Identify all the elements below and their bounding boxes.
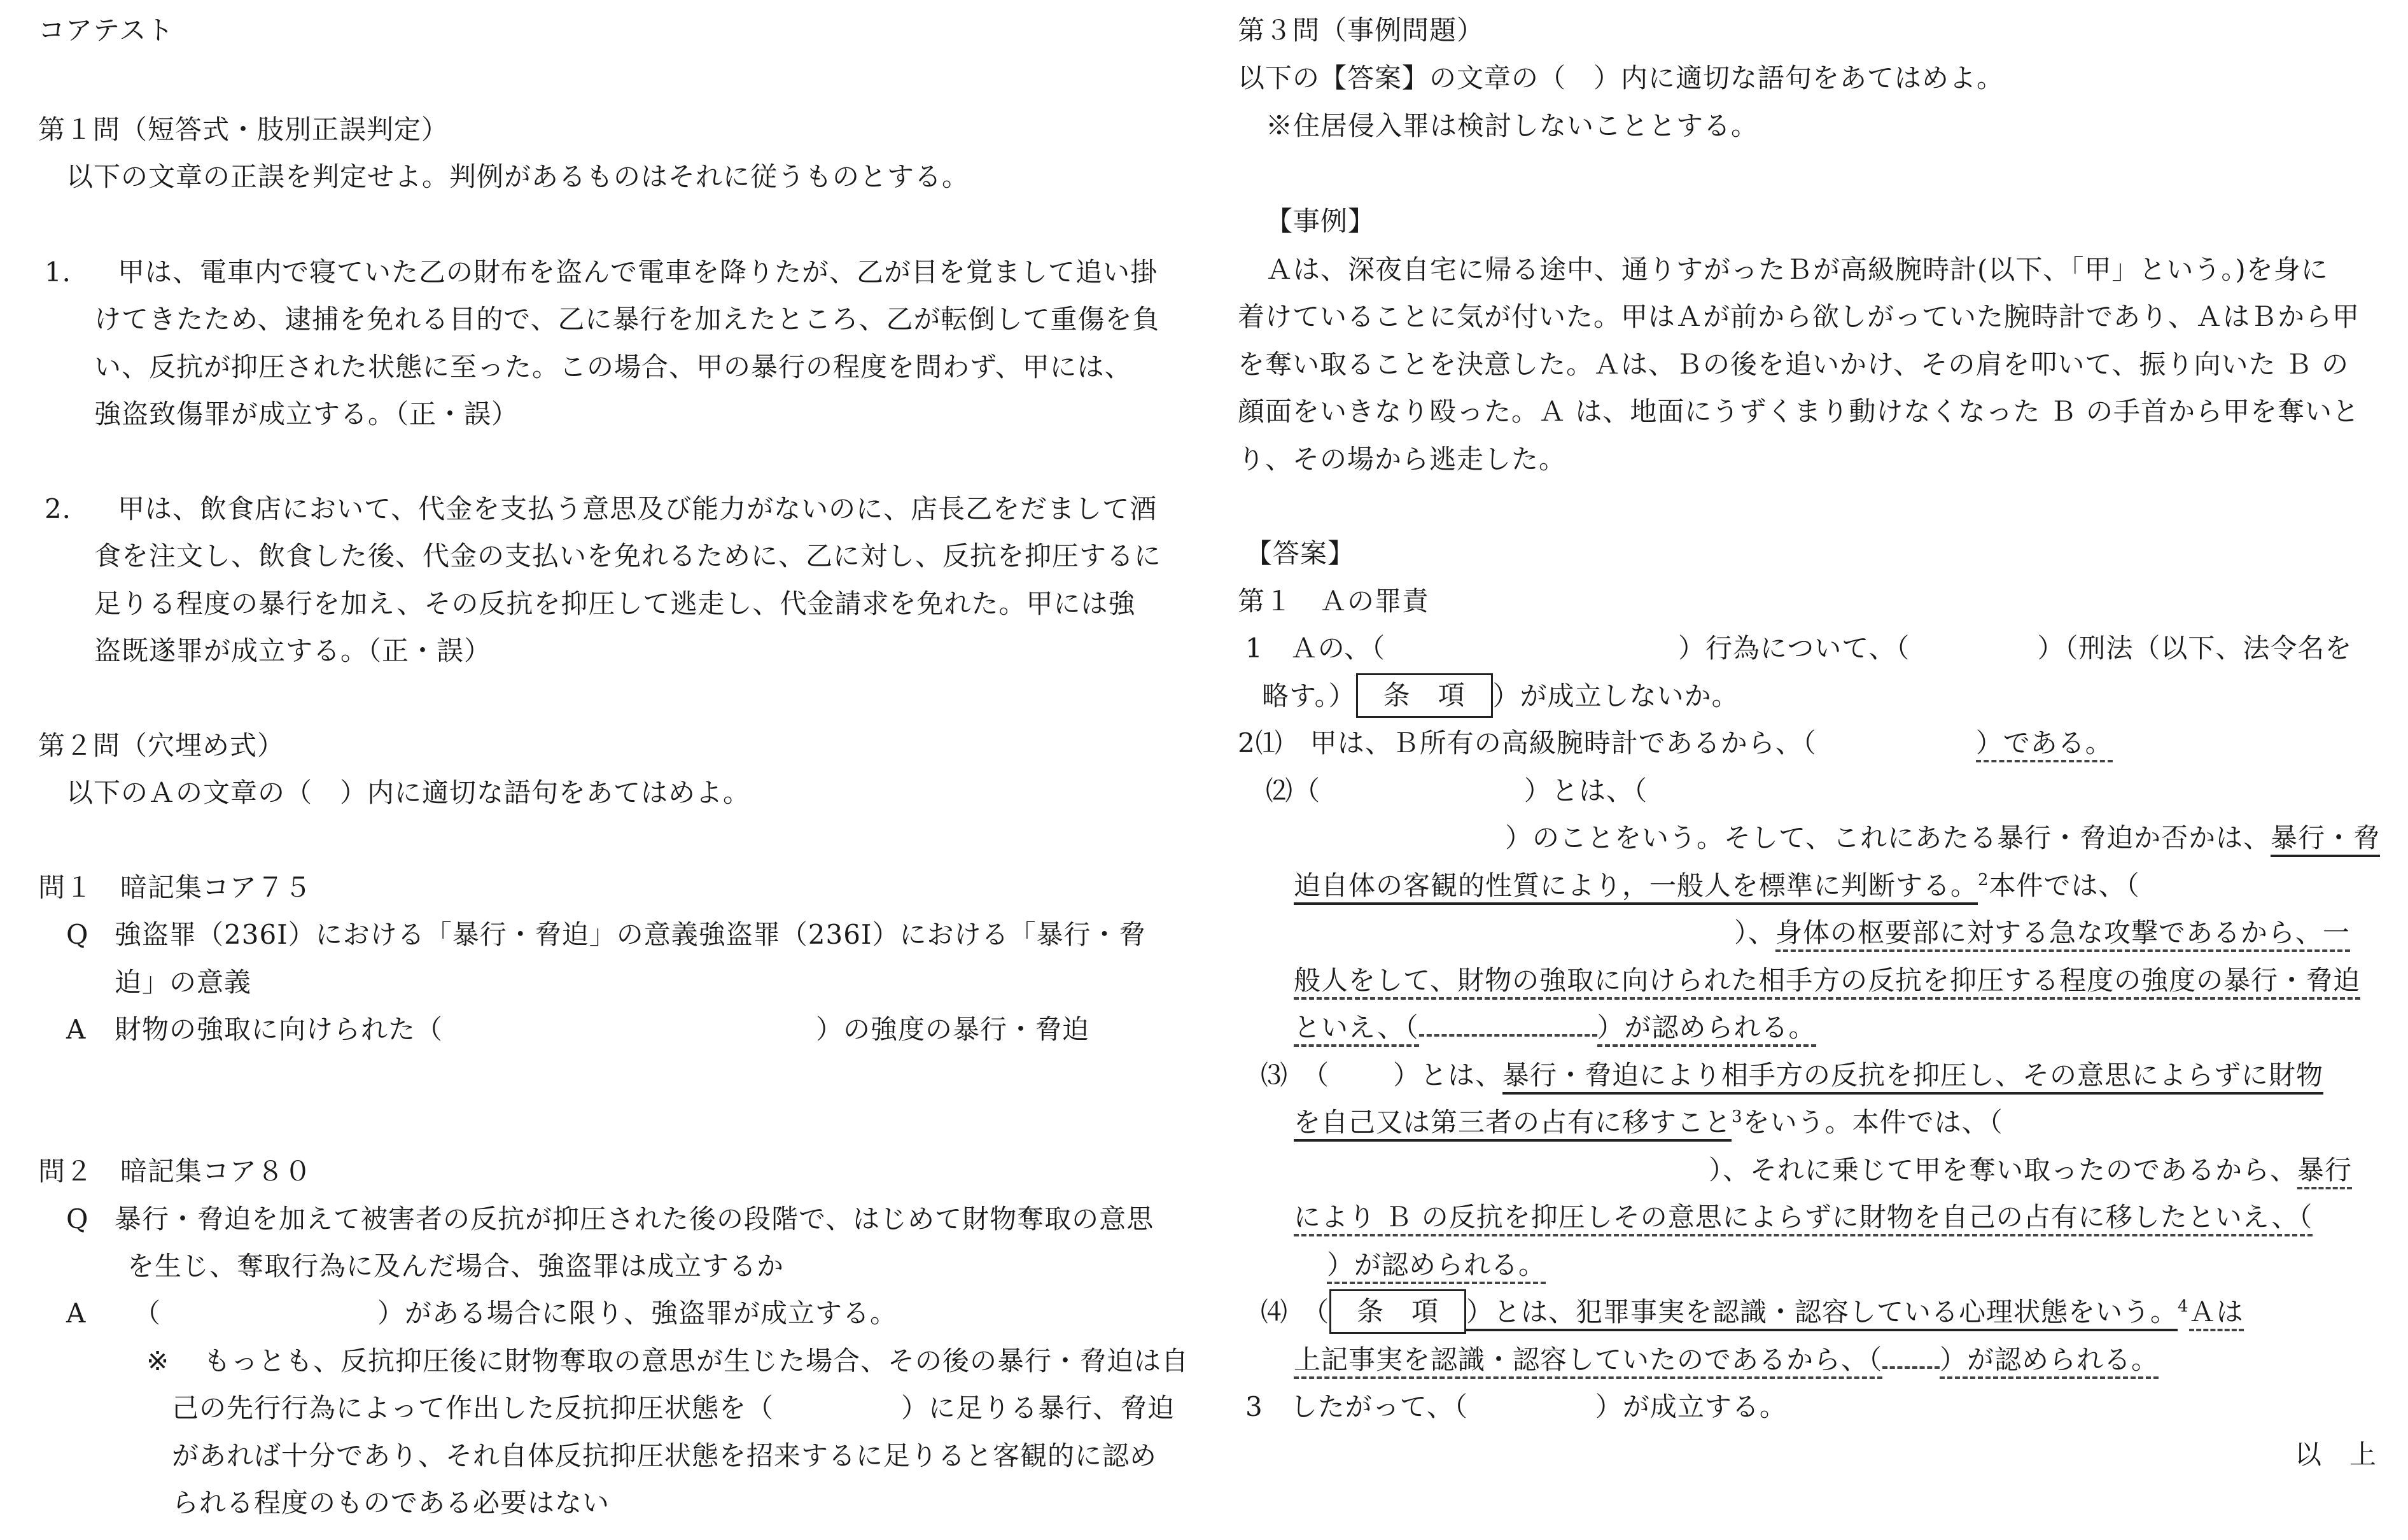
left-column [38, 0, 1189, 1540]
answer-text: ）行為について、（ [1678, 633, 1910, 664]
answer-text: ）が認められる。 [1597, 1012, 1816, 1047]
q2-sub2-note-line: もっとも、反抗抑圧後に財物奪取の意思が生じた場合、その後の暴行・脅迫は自 [204, 1345, 1189, 1376]
answer-text: 1 Ａの、（ [1245, 633, 1386, 664]
answer-2-2-line-6 [1294, 1010, 1816, 1046]
answer-text: ）が認められる。 [1940, 1344, 2159, 1379]
answer-text: 般人をして、財物の強取に向けられた相手方の反抗を抑圧する程度の強度の暴行・脅迫 [1294, 965, 2360, 1000]
q2-sub2-answer-pre: （ [134, 1298, 162, 1329]
answer-text: ）とは、（ [1524, 775, 1648, 806]
answer-blank[interactable] [1419, 1033, 1597, 1037]
answer-text: ）が成立する。 [1595, 1391, 1787, 1422]
answer-text: ）のことをいう。そして、これにあたる暴行・脅迫か否かは、 [1505, 822, 2271, 853]
q2-sub2-note-line-2 [172, 1390, 1175, 1426]
answer-text: 身体の枢要部に対する急な攻撃であるから、一 [1775, 917, 2350, 952]
q2-instruction: 以下のＡの文章の（ ）内に適切な語句をあてはめよ。 [66, 777, 751, 808]
footnote-ref: 2 [1978, 871, 1989, 890]
q2-sub1-answer-pre: 財物の強取に向けられた（ [115, 1014, 444, 1045]
answer-3 [1245, 1389, 1787, 1425]
answer-text: 暴行 [2297, 1154, 2352, 1189]
q2-sub2-note-line: られる程度のものである必要はない [172, 1487, 610, 1518]
answer-text: 2⑴ 甲は、Ｂ所有の高級腕時計であるから、（ [1238, 727, 1817, 759]
answer-2-1 [1238, 725, 2113, 761]
answer-text: 上記事実を認識・認容していたのであるから、（ [1294, 1344, 1882, 1379]
answer-2-2-line-5 [1294, 963, 2360, 998]
answer-text: ）とは、犯罪事実を認識・認容している心理状態をいう。 [1466, 1296, 2178, 1331]
q2-sub1-question-line: 迫」の意義 [115, 967, 252, 998]
q1-item-1-line: 甲は、電車内で寝ていた乙の財布を盗んで電車を降りたが、乙が目を覚まして追い掛 [118, 256, 1158, 288]
answer-text: ）、それに乗じて甲を奪い取ったのであるから、 [1709, 1154, 2298, 1186]
answer-2-3-line-1 [1261, 1058, 2323, 1093]
q1-item-1-line: い、反抗が抑圧された状態に至った。この場合、甲の暴行の程度を問わず、甲には、 [94, 351, 1132, 382]
answer-2-2-line-3 [1294, 868, 2140, 904]
q2-sub2-q-label: Q [66, 1203, 89, 1235]
q2-sub1-title: 問１ 暗記集コア７５ [38, 872, 312, 903]
q2-sub1-q-label: Q [66, 919, 89, 950]
answer-2-3-line-3 [1709, 1152, 2352, 1188]
q2-sub2-question-line: 暴行・脅迫を加えて被害者の反抗が抑圧された後の段階で、はじめて財物奪取の意思 [115, 1203, 1154, 1235]
answer-blank[interactable] [1882, 1365, 1940, 1369]
q1-item-2-line: 足りる程度の暴行を加え、その反抗を抑圧して逃走し、代金請求を免れた。甲には強 [94, 588, 1136, 619]
q2-sub1-question-line: 強盗罪（236Ⅰ）における「暴行・脅迫」の意義強盗罪（236Ⅰ）における「暴行・脅 [115, 919, 1146, 950]
answer-text: により Ｂ の反抗を抑圧しその意思によらずに財物を自己の占有に移したといえ、（ [1294, 1201, 2313, 1236]
answer-2-4-line-1 [1261, 1294, 2244, 1334]
q1-item-1-line: 強盗致傷罪が成立する。（正・誤） [94, 398, 519, 430]
answer-text: ⑷ （ [1261, 1296, 1330, 1327]
q2-sub1-answer-post: ）の強度の暴行・脅迫 [816, 1014, 1090, 1045]
answer-2-3-line-4 [1294, 1200, 2313, 1235]
answer-1-line-2 [1262, 678, 1739, 718]
case-line: 顔面をいきなり殴った。Ａ は、地面にうずくまり動けなくなった Ｂ の手首から甲を奪いと [1238, 396, 2360, 427]
q1-item-1-number: 1． [45, 256, 90, 288]
q2-sub2-note-text: 己の先行行為によって作出した反抗抑圧状態を（ [172, 1392, 774, 1424]
answer-section-1: 第１ Ａの罪責 [1238, 585, 1430, 617]
answer-text: ⑶ （ [1261, 1060, 1330, 1091]
answer-2-2-line-4 [1734, 915, 2350, 951]
case-line: 着けていることに気が付いた。甲はＡが前から欲しがっていた腕時計であり、ＡはＢから甲 [1238, 301, 2360, 332]
q1-instruction: 以下の文章の正誤を判定せよ。判例があるものはそれに従うものとする。 [66, 161, 970, 192]
answer-text: 3 したがって、（ [1245, 1391, 1468, 1422]
answer-text: を自己又は第三者の占有に移すこと [1294, 1107, 1732, 1142]
answer-text: といえ、（ [1294, 1012, 1419, 1047]
right-column [1238, 0, 2381, 1540]
q1-item-2-line: 盗既遂罪が成立する。（正・誤） [94, 635, 492, 666]
document-header: コアテスト [38, 15, 174, 46]
footnote-ref: 4 [2178, 1297, 2189, 1316]
answer-2-2-line-2 [1505, 820, 2380, 856]
q1-item-2-line: 食を注文し、飲食した後、代金の支払いを免れるために、乙に対し、反抗を抑圧するに [94, 540, 1162, 571]
answer-text: ）とは、 [1393, 1060, 1503, 1091]
q2-sub2-note-text: ）に足りる暴行、脅迫 [901, 1392, 1175, 1424]
q2-sub1-answer [115, 1012, 1089, 1047]
q2-sub2-a-label: A [66, 1298, 87, 1329]
case-line: り、その場から逃走した。 [1238, 444, 1567, 475]
article-box[interactable]: 条 項 [1356, 673, 1493, 718]
q1-item-2-line: 甲は、飲食店において、代金を支払う意思及び能力がないのに、店長乙をだまして酒 [118, 493, 1158, 524]
answer-text: ）（刑法（以下、法令名を [2037, 633, 2353, 664]
answer-text: ）である。 [1976, 727, 2113, 762]
answer-text: をいう。本件では、（ [1742, 1107, 2003, 1138]
answer-text: 暴行・脅 [2271, 822, 2380, 857]
answer-text: 暴行・脅迫により相手方の反抗を抑圧し、その意思によらずに財物 [1502, 1060, 2323, 1095]
answer-2-3-line-2 [1294, 1105, 2003, 1140]
q2-sub2-note-mark: ※ [146, 1345, 170, 1376]
answer-text: ）が成立しないか。 [1492, 680, 1739, 711]
answer-text: 略す。） [1262, 680, 1356, 711]
answer-text: ）が認められる。 [1327, 1249, 1546, 1284]
answer-text: 本件では、（ [1989, 870, 2140, 901]
case-line: を奪い取ることを決意した。Ａは、Ｂの後を追いかけ、その肩を叩いて、振り向いた Ｂ の [1238, 349, 2349, 380]
q3-title: 第３問（事例問題） [1238, 15, 1485, 46]
answer-text: ⑵（ [1266, 775, 1321, 806]
q2-sub2-question-line: を生じ、奪取行為に及んだ場合、強盗罪は成立するか [127, 1250, 785, 1282]
q3-instruction: 以下の【答案】の文章の（ ）内に適切な語句をあてはめよ。 [1238, 62, 2005, 94]
article-box[interactable]: 条 項 [1329, 1289, 1466, 1334]
q2-sub2-answer-post: ）がある場合に限り、強盗罪が成立する。 [377, 1298, 898, 1329]
case-heading: 【事例】 [1266, 206, 1376, 237]
q2-title: 第２問（穴埋め式） [38, 730, 285, 761]
footnote-ref: 3 [1732, 1107, 1743, 1126]
q1-item-1-line: けてきたため、逮捕を免れる目的で、乙に暴行を加えたところ、乙が転倒して重傷を負 [94, 304, 1160, 335]
answer-text: 迫自体の客観的性質により，一般人を標準に判断する。 [1294, 870, 1978, 905]
answer-text: Ａは [2189, 1296, 2244, 1331]
q1-title: 第１問（短答式・肢別正誤判定） [38, 114, 449, 145]
answer-2-3-line-5 [1327, 1247, 1546, 1283]
q2-sub1-a-label: A [66, 1014, 87, 1045]
answer-2-2-line-1 [1266, 773, 1648, 809]
answer-text: ）、 [1734, 917, 1776, 948]
case-line: Ａは、深夜自宅に帰る途中、通りすがったＢが高級腕時計(以下、「甲」という。)を身に [1266, 254, 2328, 285]
answer-1-line-1 [1245, 631, 2352, 666]
q1-item-2-number: 2． [45, 493, 90, 524]
q2-sub2-title: 問２ 暗記集コア８０ [38, 1156, 312, 1187]
closing: 以 上 [2294, 1439, 2377, 1470]
q2-sub2-note-line: があれば十分であり、それ自体反抗抑圧状態を招来するに足りると客観的に認め [172, 1440, 1158, 1471]
q3-note: ※住居侵入罪は検討しないこととする。 [1266, 110, 1759, 141]
q2-sub2-answer [134, 1296, 897, 1331]
answer-heading: 【答案】 [1245, 538, 1355, 569]
answer-2-4-line-2 [1294, 1342, 2159, 1378]
